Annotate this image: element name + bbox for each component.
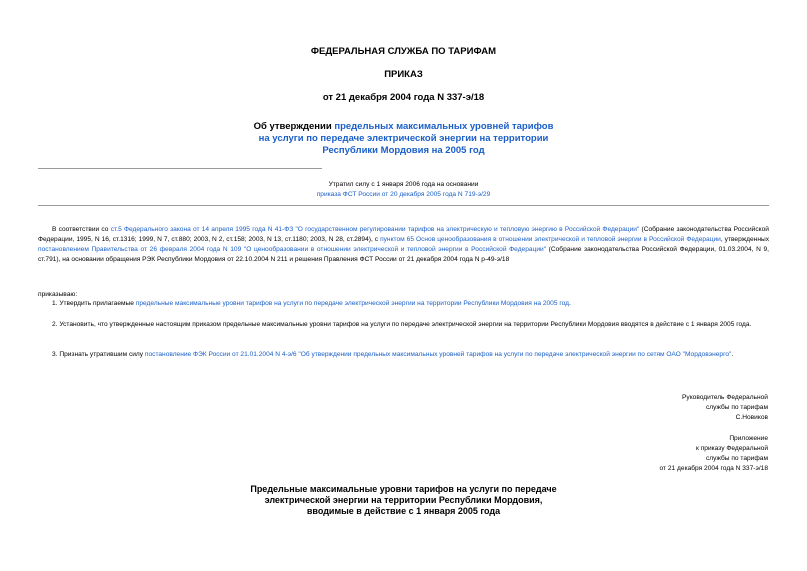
item-text: 3. Признать утратившим силу xyxy=(52,351,145,358)
preamble-paragraph xyxy=(38,225,769,265)
appendix-title-line: вводимые в действие с 1 января 2005 года xyxy=(306,506,501,516)
preamble-text: В соответствии со xyxy=(52,226,111,233)
title-link[interactable]: на услуги по передаче электрической энергии на территории xyxy=(258,133,549,144)
divider-bottom xyxy=(38,205,769,206)
item-text: . xyxy=(731,351,734,358)
item-text: 1. Утвердить прилагаемые xyxy=(52,300,136,307)
tariffs-link[interactable]: предельные максимальные уровни тарифов на услуги по передаче электрической энергии на территории Республики Мордовия на 2005 год xyxy=(135,300,569,307)
title-prefix: Об утверждении xyxy=(253,121,335,132)
document-title xyxy=(0,121,807,157)
appendix-line: службы по тарифам xyxy=(705,455,768,462)
law-link[interactable]: ст.5 Федерального закона от 14 апреля 1995 года N 41-ФЗ "О государственном регулировании тарифов на электрическую и тепловую энергию в Российской Федерации" xyxy=(110,226,640,233)
appendix-line: Приложение xyxy=(729,435,768,442)
appendix-title xyxy=(0,484,807,517)
fek-resolution-link[interactable]: постановление ФЭК России от 21.01.2004 N 4-э/6 "Об утверждении предельных максимальных уровней тарифов на услуги по передаче электрической энергии по сетям ОАО "Мордовэнерго" xyxy=(144,351,732,358)
signature-name: С.Новиков xyxy=(735,414,768,421)
item-3 xyxy=(38,350,769,360)
appendix-block xyxy=(660,434,768,474)
signature-line: Руководитель Федеральной xyxy=(682,394,768,401)
signature-line: службы по тарифам xyxy=(705,404,768,411)
title-link[interactable]: предельных максимальных уровней тарифов xyxy=(334,121,554,132)
agency-heading: ФЕДЕРАЛЬНАЯ СЛУЖБА ПО ТАРИФАМ xyxy=(310,46,497,57)
order-word: приказываю: xyxy=(38,291,78,298)
item-2: 2. Установить, что утвержденные настоящим приказом предельные максимальные уровни тарифов на услуги по передаче электрической энергии на территории Республики Мордовия вводятся в действие с 1 января 2005 года. xyxy=(52,321,752,328)
item-1 xyxy=(38,299,769,309)
preamble-text: (Собрание законодательства Российской Федерации, 01.03.2004, N 9, ст.791), на основании обращения РЭК Республики Мордовия от 22.10.2004 N 211 и решения Правления ФСТ России от 21 декабря 2004 года N р-49-э/18 xyxy=(38,246,769,263)
preamble-text: , утвержденных xyxy=(720,236,769,243)
status-link[interactable]: приказа ФСТ России от 20 декабря 2005 года N 719-э/29 xyxy=(316,191,491,198)
doc-type-heading: ПРИКАЗ xyxy=(384,69,423,80)
status-note xyxy=(0,180,807,200)
status-line: Утратил силу с 1 января 2006 года на основании xyxy=(328,181,479,188)
basics-link[interactable]: пунктом 65 Основ ценообразования в отношении электрической и тепловой энергии в Российской Федерации xyxy=(380,236,721,243)
appendix-title-line: Предельные максимальные уровни тарифов на услуги по передаче xyxy=(250,484,557,494)
title-link[interactable]: Республики Мордовия на 2005 год xyxy=(322,145,485,156)
appendix-title-line: электрической энергии на территории Республики Мордовия, xyxy=(264,495,543,505)
preamble-text: (Собрание законодательства Российской Федерации, 1995, N 16, ст.1316; 1999, N 7, ст.880; 2003, N 2, ст.158; 2003, N 13, ст.1180; 2003, N 28, ст.2894), с xyxy=(38,226,769,243)
doc-date-heading: от 21 декабря 2004 года N 337-э/18 xyxy=(322,92,485,103)
divider-top xyxy=(38,168,322,169)
item-text: . xyxy=(568,300,571,307)
signature-block xyxy=(682,393,768,423)
appendix-line: к приказу Федеральной xyxy=(696,445,768,452)
decree-link[interactable]: постановлением Правительства от 26 февраля 2004 года N 109 "О ценообразовании в отношении электрической и тепловой энергии в Российской Федерации" xyxy=(38,246,547,253)
appendix-line: от 21 декабря 2004 года N 337-э/18 xyxy=(659,465,768,472)
